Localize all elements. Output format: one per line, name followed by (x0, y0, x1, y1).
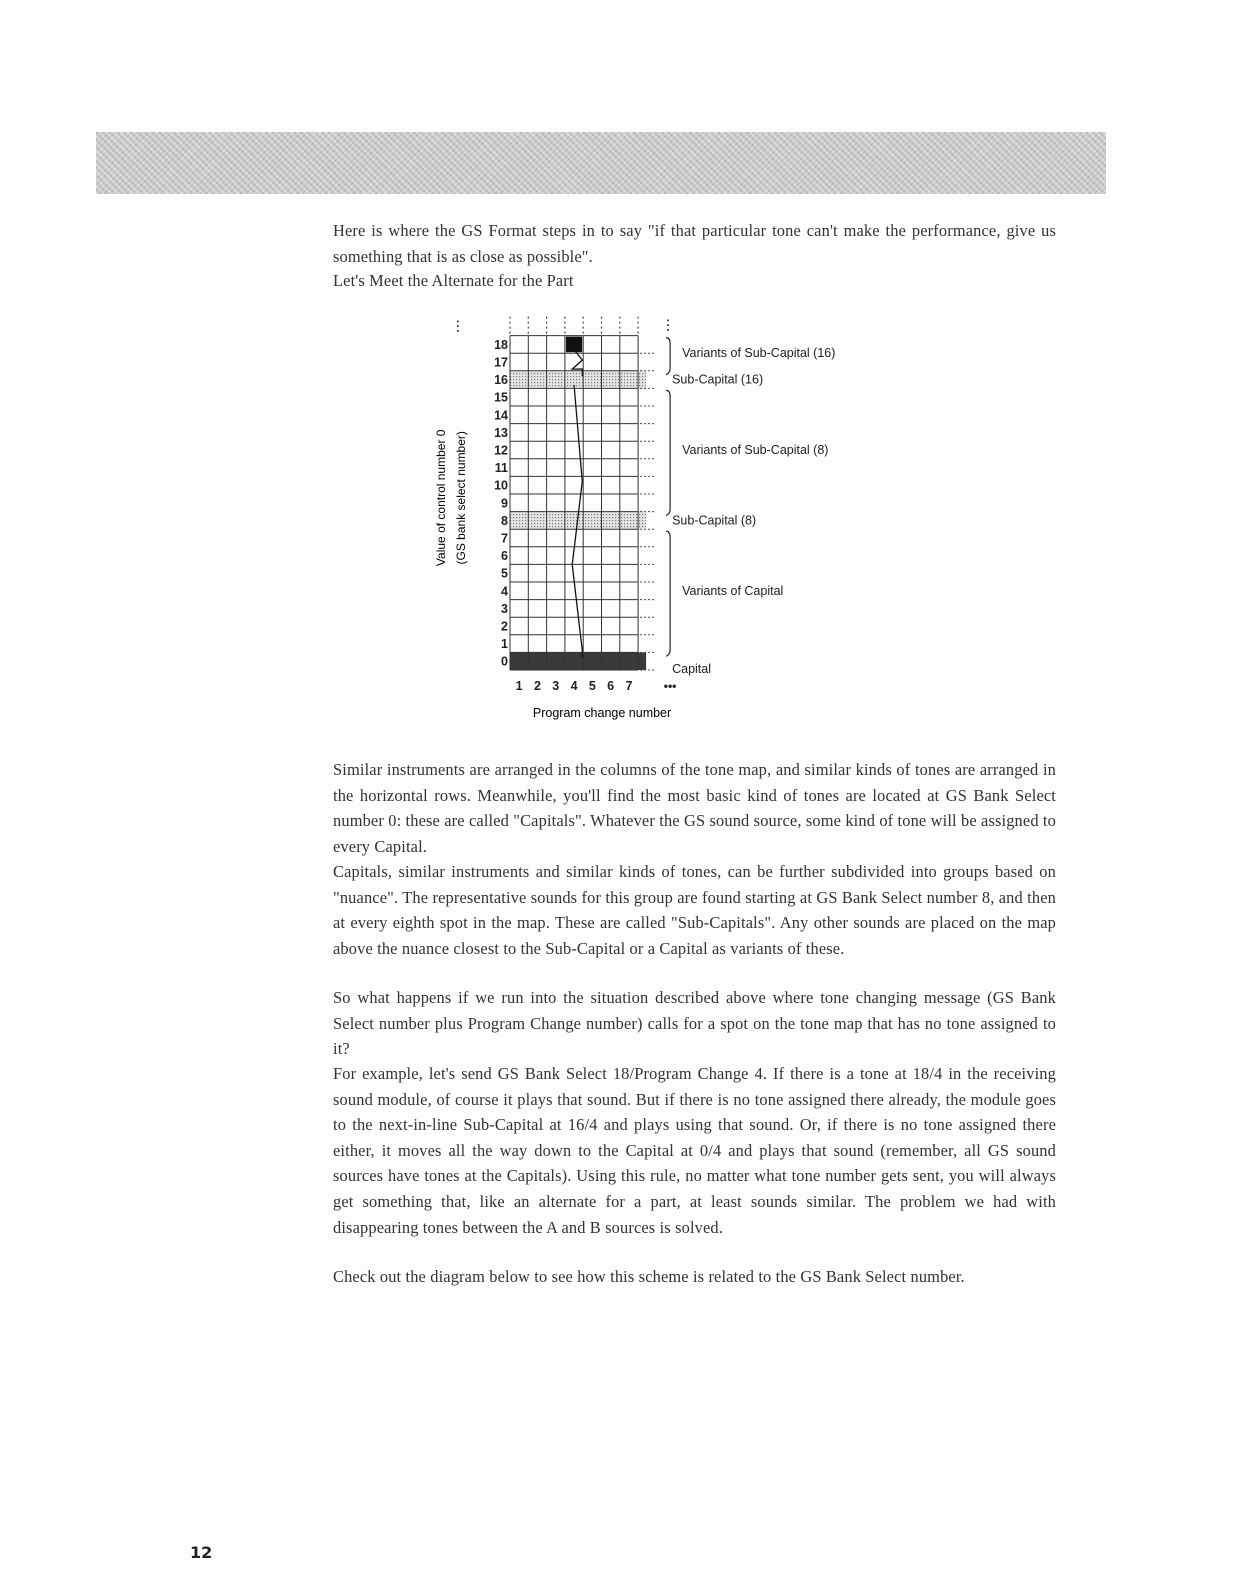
bracket-label: Variants of Sub-Capital (8) (682, 443, 829, 457)
subheading-meet-alternate: Let's Meet the Alternate for the Part (333, 271, 574, 290)
y-tick-label: 14 (494, 408, 508, 423)
body-paragraph-capitals: Similar instruments are arranged in the columns of the tone map, and similar kinds of tones are arranged in the horizontal rows. Meanwhile, you'll find the most basic kind of tones are located at GS Bank Select number 0: these are called "Capitals". Whatever the GS sound source, some kind of tone will be assigned to every Capital. (333, 760, 1056, 856)
y-tick-label: 13 (494, 425, 508, 440)
sub-capital-row-16-fill (510, 371, 646, 389)
intro-paragraph: Here is where the GS Format steps in to say "if that particular tone can't make the performance, give us something that is as close as possible". (333, 221, 1056, 266)
y-tick-label: 16 (494, 373, 508, 388)
bracket-label: Sub-Capital (16) (672, 372, 764, 387)
bracket (666, 390, 670, 515)
body-paragraph-example: For example, let's send GS Bank Select 18/Program Change 4. If there is a tone at 18/4 in the receiving sound module, of course it plays that sound. But if there is no tone assigned there already, the module goes to the next-in-line Sub-Capital at 16/4 and plays using that sound. Or, if there is no tone assigned there either, it moves all the way down to the Capital at 0/4 and plays that sound (remember, all GS sound sources have tones at the Capitals). Using this rule, no matter what tone number gets sent, you will always get something that, like an alternate for a part, at least sounds similar. The problem we had with disappearing tones between the A and B sources is solved. (333, 1064, 1056, 1237)
y-tick-label: 3 (501, 601, 508, 616)
y-tick-label: 4 (501, 584, 508, 599)
fallback-path-line (572, 350, 582, 658)
bracket (666, 531, 670, 656)
tone-map-svg (420, 295, 880, 735)
y-tick-label: 6 (501, 549, 508, 564)
y-tick-label: 7 (501, 531, 508, 546)
tone-map-diagram (420, 295, 880, 740)
y-tick-label: 5 (501, 566, 508, 581)
section-header-band (96, 132, 1106, 194)
y-axis-continuation: ⋮ (451, 317, 465, 334)
x-tick-label: 2 (533, 679, 541, 693)
y-tick-label: 1 (501, 637, 508, 652)
bracket-label: Capital (672, 662, 712, 677)
page-number: 12 (190, 1543, 213, 1562)
body-paragraph-question: So what happens if we run into the situation described above where tone changing message (GS Bank Select number plus Program Change number) calls for a spot on the tone map that has no tone assigned to it? (333, 988, 1056, 1059)
y-axis-label-line1: Value of control number 0 (434, 429, 448, 567)
y-tick-label: 0 (501, 654, 508, 669)
x-tick-label: 5 (588, 679, 596, 693)
y-tick-label: 12 (494, 443, 508, 458)
x-axis-label: Program change number (532, 706, 672, 720)
y-tick-label: 15 (494, 390, 508, 405)
bracket-label: Variants of Capital (682, 583, 784, 598)
bracket-label: Sub-Capital (8) (672, 513, 757, 528)
y-tick-label: 10 (494, 478, 508, 493)
y-tick-label: 9 (501, 496, 508, 511)
x-tick-label: 7 (625, 679, 633, 693)
y-tick-label: 11 (494, 461, 508, 476)
y-tick-label: 18 (494, 337, 508, 352)
y-axis-label-line2: (GS bank select number) (454, 431, 468, 565)
x-tick-label: 4 (570, 679, 578, 693)
y-tick-label: 2 (501, 619, 508, 634)
body-paragraph-sub-capitals: Capitals, similar instruments and similar kinds of tones, can be further subdivided into groups based on "nuance". The representative sounds for this group are found starting at GS Bank Select number 8, and then at every eighth spot in the map. These are called "Sub-Capitals". Any other sounds are placed on the map above the nuance closest to the Sub-Capital or a Capital as variants of these. (333, 862, 1056, 958)
x-tick-label: 3 (552, 679, 560, 693)
body-paragraph-check-diagram: Check out the diagram below to see how this scheme is related to the GS Bank Select number. (333, 1267, 965, 1286)
bracket-continuation: ⋮ (661, 316, 676, 333)
x-tick-label: 1 (515, 679, 523, 693)
bracket (666, 338, 670, 375)
capital-row-fill (510, 652, 646, 670)
x-tick-continuation: ••• (663, 679, 677, 693)
y-tick-label: 17 (494, 355, 508, 370)
bracket-label: Variants of Sub-Capital (16) (682, 346, 836, 361)
y-tick-label: 8 (501, 513, 508, 528)
x-tick-label: 6 (607, 679, 615, 693)
